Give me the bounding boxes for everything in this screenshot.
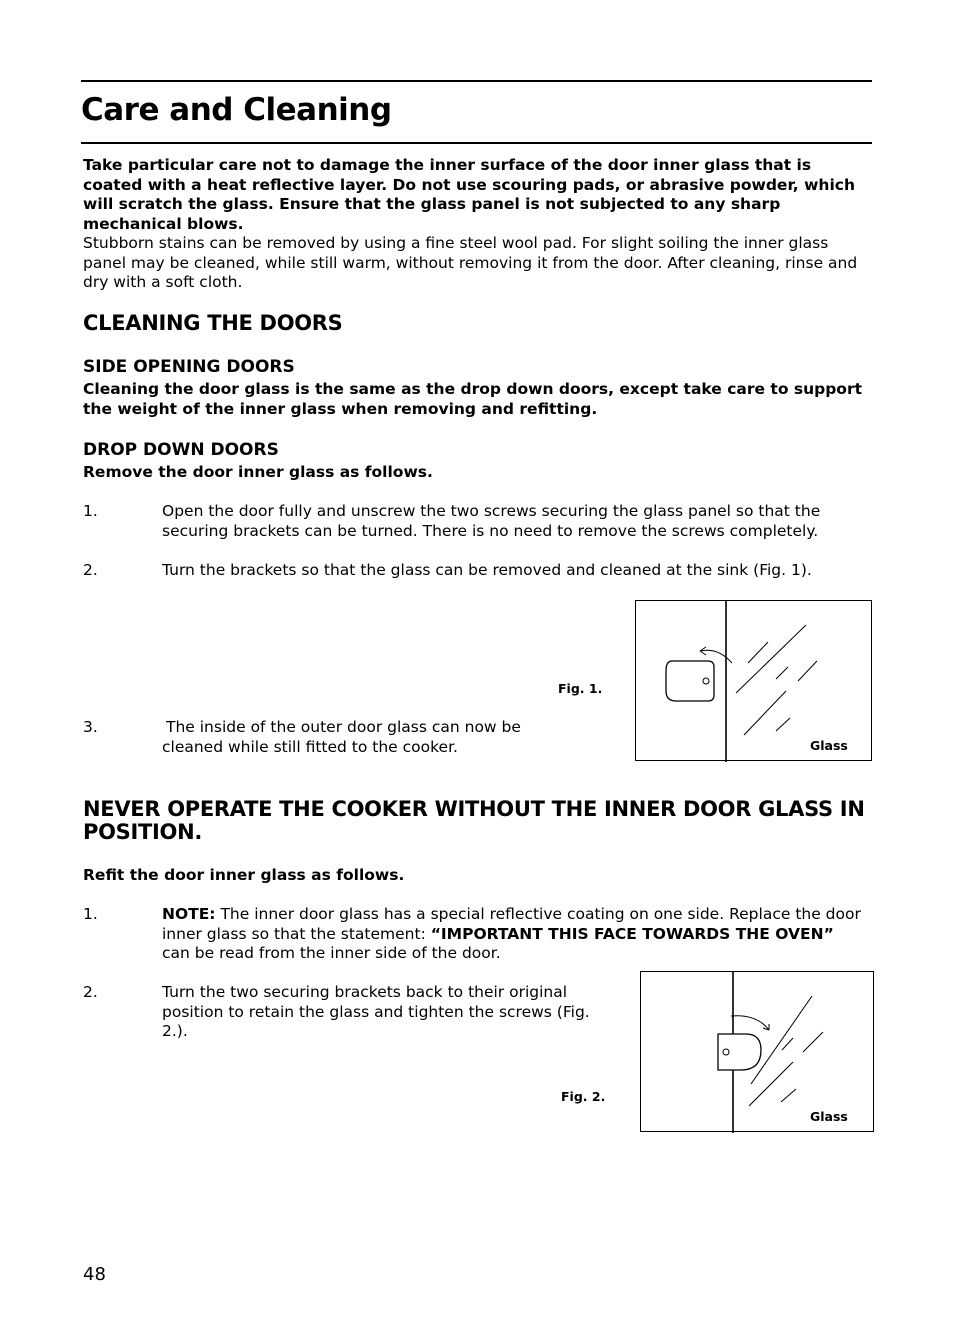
page-title: Care and Cleaning bbox=[81, 92, 392, 128]
page-number: 48 bbox=[83, 1264, 106, 1285]
refit-step2-text: Turn the two securing brackets back to their original position to retain the glass and tighten the screws (Fig. 2.). bbox=[162, 983, 590, 1041]
step-text: Turn the brackets so that the glass can be removed and cleaned at the sink (Fig. 1). bbox=[162, 561, 812, 579]
glass-reflection-line bbox=[803, 1032, 823, 1052]
glass-reflection-line bbox=[798, 661, 817, 681]
intro-text: Stubborn stains can be removed by using a fine steel wool pad. For slight soiling the inner glass panel may be cleaned, while still warm, without removing it from the door. After cleaning, rinse and dry with a soft cloth. bbox=[83, 234, 858, 292]
never-operate-warning: NEVER OPERATE THE COOKER WITHOUT THE INNER DOOR GLASS IN POSITION. bbox=[83, 797, 865, 844]
drop-down-intro: Remove the door inner glass as follows. bbox=[83, 463, 433, 481]
screw-icon bbox=[703, 678, 709, 684]
step-number: 1. bbox=[83, 905, 98, 923]
glass-reflection-line bbox=[776, 667, 788, 679]
step-number: 2. bbox=[83, 983, 98, 1001]
fig2-diagram bbox=[640, 971, 874, 1132]
glass-label: Glass bbox=[810, 1109, 848, 1124]
step-text: Open the door fully and unscrew the two screws securing the glass panel so that the securing brackets can be turned. There is no need to remove the screws completely. bbox=[162, 502, 821, 540]
glass-reflection-line bbox=[781, 1089, 796, 1102]
side-opening-text: Cleaning the door glass is the same as the drop down doors, except take care to support the weight of the inner glass when removing and refitting. bbox=[83, 380, 863, 418]
step-text: The inside of the outer door glass can now be cleaned while still fitted to the cooker. bbox=[162, 718, 521, 756]
top-rule bbox=[81, 80, 872, 82]
bracket-shape bbox=[718, 1034, 761, 1070]
intro-warning: Take particular care not to damage the inner surface of the door inner glass that is coated with a heat reflective layer. Do not use scouring pads, or abrasive powder, which will scratch the glass. Ensure that the glass panel is not subjected to any sharp mechanical blows. bbox=[83, 156, 855, 233]
refit-intro: Refit the door inner glass as follows. bbox=[83, 866, 405, 884]
drop-down-heading: DROP DOWN DOORS bbox=[83, 440, 279, 460]
glass-reflection-line bbox=[782, 1038, 793, 1050]
side-opening-heading: SIDE OPENING DOORS bbox=[83, 357, 295, 377]
glass-reflection-line bbox=[751, 996, 812, 1084]
glass-label: Glass bbox=[810, 738, 848, 753]
glass-reflection-line bbox=[736, 625, 806, 693]
note-text-a: The inner door glass has a special reflective coating on one side. Replace the door inner glass so that the statement: bbox=[162, 905, 861, 943]
glass-reflection-line bbox=[776, 718, 790, 731]
turn-arrowhead bbox=[700, 647, 706, 655]
glass-reflection-line bbox=[744, 691, 786, 735]
title-underline bbox=[81, 142, 872, 144]
note-text-b: can be read from the inner side of the door. bbox=[162, 944, 501, 963]
step-number: 3. bbox=[83, 718, 98, 736]
fig1-diagram bbox=[635, 600, 872, 761]
note-label: NOTE: bbox=[162, 905, 216, 923]
step-number: 2. bbox=[83, 561, 98, 579]
fig1-caption: Fig. 1. bbox=[558, 681, 603, 696]
glass-reflection-line bbox=[749, 1062, 793, 1106]
bracket-shape bbox=[666, 661, 714, 701]
cleaning-doors-heading: CLEANING THE DOORS bbox=[83, 311, 343, 335]
refit-step1-text bbox=[162, 905, 862, 964]
fig2-caption: Fig. 2. bbox=[561, 1089, 606, 1104]
step-number: 1. bbox=[83, 502, 98, 520]
glass-reflection-line bbox=[748, 642, 768, 663]
note-statement: “IMPORTANT THIS FACE TOWARDS THE OVEN” bbox=[430, 924, 834, 943]
